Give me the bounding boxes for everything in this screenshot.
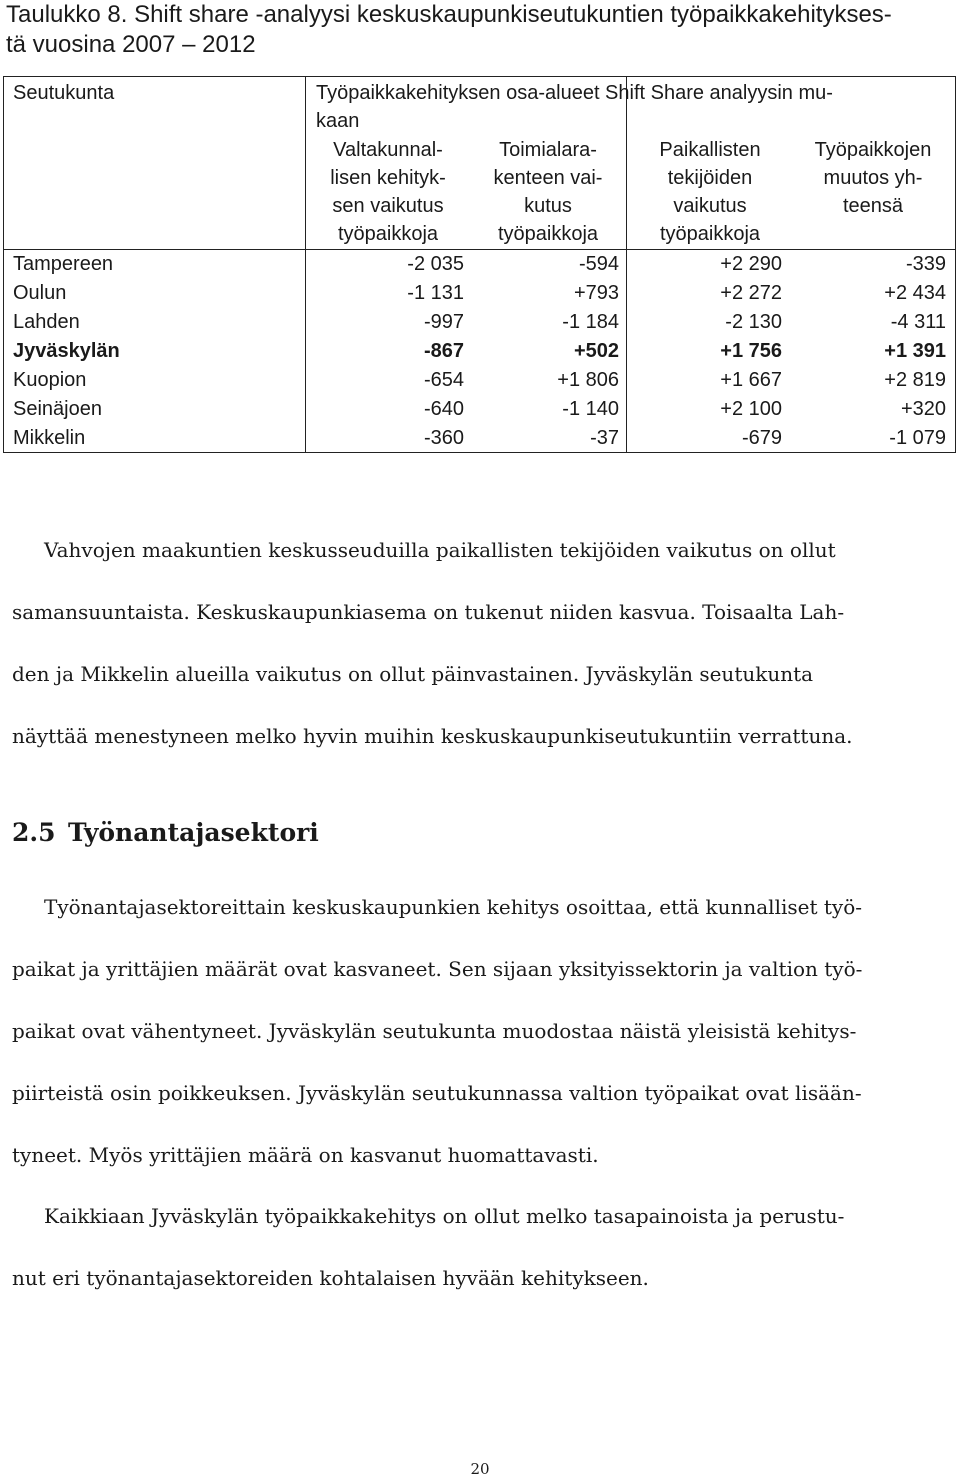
subheader-local <box>635 136 785 248</box>
subheader-total <box>798 136 948 220</box>
row-value-total: +320 <box>900 398 946 420</box>
row-value-industry: -1 184 <box>562 311 619 333</box>
row-value-local: +2 100 <box>720 398 782 420</box>
table-row <box>3 366 956 395</box>
paragraph-line: den ja Mikkelin alueilla vaikutus on ollut päinvastainen. Jyväskylän seutukunta <box>12 662 814 686</box>
table-row <box>3 395 956 424</box>
header-span-line-1: Työpaikkakehityksen osa-alueet Shift Share analyysin mu- <box>316 82 833 104</box>
subheader-national-line: sen vaikutus <box>332 195 444 217</box>
paragraph-line: näyttää menestyneen melko hyvin muihin keskuskaupunkiseutukuntiin verrattuna. <box>12 724 853 748</box>
row-value-total: +1 391 <box>884 340 946 362</box>
row-value-national: -2 035 <box>407 253 464 275</box>
row-region: Lahden <box>13 311 80 333</box>
subheader-local-line: työpaikkoja <box>659 223 761 245</box>
subheader-local-line: vaikutus <box>673 195 747 217</box>
caption-line-1: Taulukko 8. Shift share -analyysi keskuskaupunkiseutukuntien työpaikkakehitykses- <box>6 1 892 28</box>
row-value-national: -997 <box>423 311 464 333</box>
row-value-national: -867 <box>423 340 464 362</box>
subheader-national-line: työpaikkoja <box>337 223 439 245</box>
section-title: Työnantajasektori <box>68 818 319 847</box>
row-value-industry: -594 <box>578 253 619 275</box>
row-value-industry: -1 140 <box>562 398 619 420</box>
row-value-national: -360 <box>423 427 464 449</box>
row-region: Kuopion <box>13 369 87 391</box>
row-region: Oulun <box>13 282 67 304</box>
subheader-national-line: lisen kehityk- <box>330 167 446 189</box>
row-value-total: +2 819 <box>884 369 946 391</box>
paragraph-line: Vahvojen maakuntien keskusseuduilla paikallisten tekijöiden vaikutus on ollut <box>44 538 836 562</box>
header-region: Seutukunta <box>13 82 115 104</box>
row-value-total: -4 311 <box>890 311 946 333</box>
row-value-national: -640 <box>423 398 464 420</box>
subheader-industry-line: kutus <box>524 195 572 217</box>
header-span <box>316 79 916 135</box>
subheader-total-line: teensä <box>842 195 904 217</box>
row-region: Seinäjoen <box>13 398 102 420</box>
subheader-local-line: Paikallisten <box>659 139 761 161</box>
row-value-national: -654 <box>423 369 464 391</box>
row-value-industry: -37 <box>590 427 619 449</box>
row-value-total: -1 079 <box>889 427 946 449</box>
section-heading <box>12 818 319 847</box>
subheader-national-line: Valtakunnal- <box>333 139 443 161</box>
paragraph-line: samansuuntaista. Keskuskaupunkiasema on tukenut niiden kasvua. Toisaalta Lah- <box>12 600 845 624</box>
row-value-local: -679 <box>741 427 782 449</box>
row-value-local: +2 272 <box>720 282 782 304</box>
row-value-total: +2 434 <box>884 282 946 304</box>
row-value-local: +1 667 <box>720 369 782 391</box>
page-number: 20 <box>470 1460 490 1478</box>
subheader-local-line: tekijöiden <box>667 167 753 189</box>
table-border-top <box>3 76 956 77</box>
subheader-industry <box>473 136 623 248</box>
paragraph-line: Työnantajasektoreittain keskuskaupunkien kehitys osoittaa, että kunnalliset työ- <box>44 895 862 919</box>
subheader-industry-line: Toimialara- <box>499 139 597 161</box>
shift-share-table <box>3 76 956 453</box>
paragraph-line: nut eri työnantajasektoreiden kohtalaisen hyvään kehitykseen. <box>12 1266 649 1290</box>
row-value-local: +1 756 <box>720 340 782 362</box>
paragraph-line: Kaikkiaan Jyväskylän työpaikkakehitys on ollut melko tasapainoista ja perustu- <box>44 1204 845 1228</box>
subheader-total-line: Työpaikkojen <box>814 139 932 161</box>
row-value-industry: +502 <box>573 340 619 362</box>
row-region: Jyväskylän <box>13 340 120 362</box>
subheader-industry-line: työpaikkoja <box>497 223 599 245</box>
table-row <box>3 424 956 453</box>
table-row <box>3 279 956 308</box>
row-region: Tampereen <box>13 253 114 275</box>
row-value-local: -2 130 <box>725 311 782 333</box>
paragraph-line: tyneet. Myös yrittäjien määrä on kasvanut huomattavasti. <box>12 1143 599 1167</box>
paragraph-line: piirteistä osin poikkeuksen. Jyväskylän seutukunnassa valtion työpaikat ovat lisään- <box>12 1081 862 1105</box>
subheader-industry-line: kenteen vai- <box>493 167 603 189</box>
table-row <box>3 250 956 279</box>
row-region: Mikkelin <box>13 427 86 449</box>
row-value-total: -339 <box>905 253 946 275</box>
row-value-national: -1 131 <box>407 282 464 304</box>
row-value-industry: +1 806 <box>557 369 619 391</box>
header-span-line-2: kaan <box>316 110 360 132</box>
table-row <box>3 308 956 337</box>
paragraph-line: paikat ja yrittäjien määrät ovat kasvaneet. Sen sijaan yksityissektorin ja valtion työ- <box>12 957 863 981</box>
section-number: 2.5 <box>12 818 56 847</box>
paragraph-line: paikat ovat vähentyneet. Jyväskylän seutukunta muodostaa näistä yleisistä kehitys- <box>12 1019 857 1043</box>
row-value-local: +2 290 <box>720 253 782 275</box>
table-row-highlighted <box>3 337 956 366</box>
row-value-industry: +793 <box>573 282 619 304</box>
caption-line-2: tä vuosina 2007 – 2012 <box>6 31 256 58</box>
subheader-total-line: muutos yh- <box>823 167 923 189</box>
subheader-national <box>306 136 470 248</box>
table-caption <box>6 0 946 60</box>
